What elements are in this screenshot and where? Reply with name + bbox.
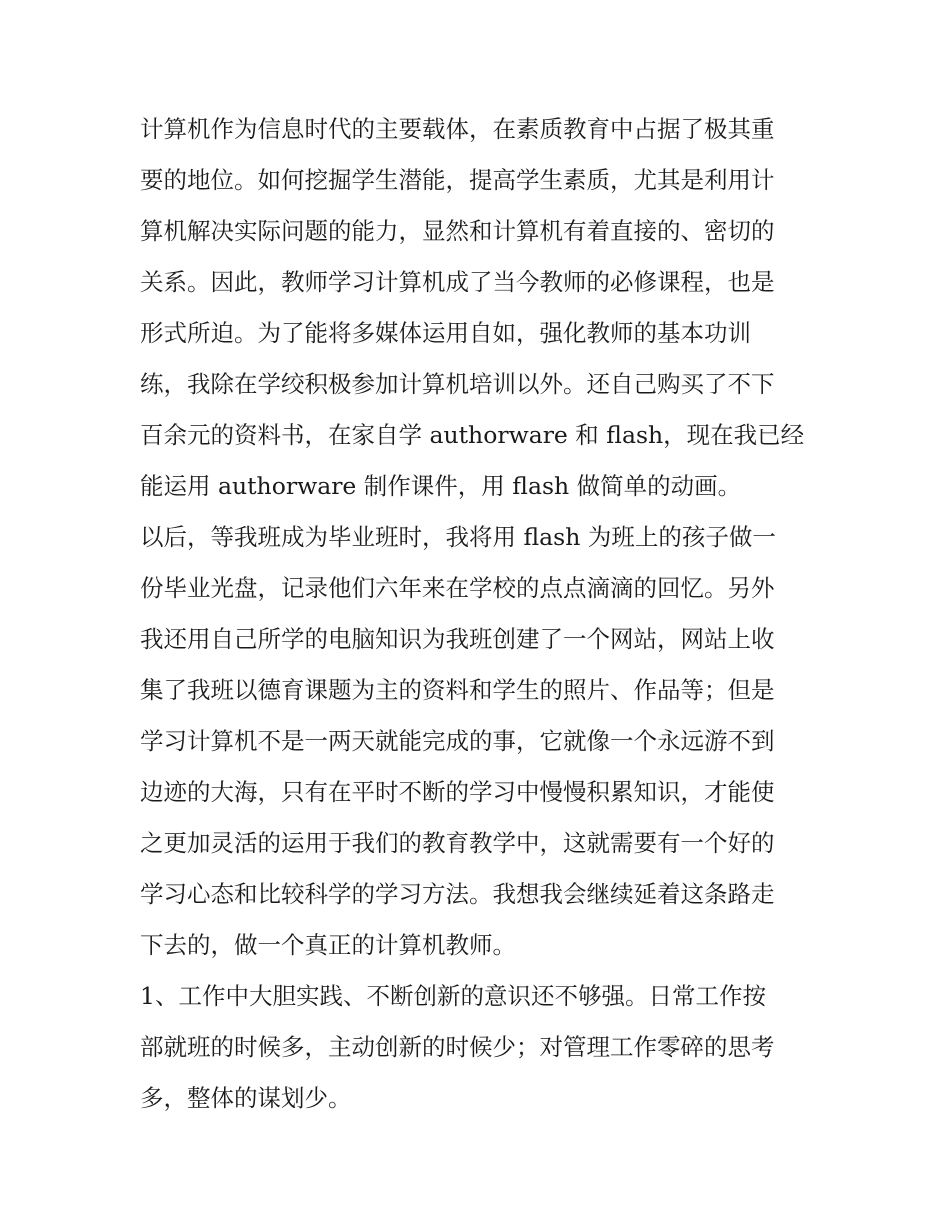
text-line: 部就班的时候多，主动创新的时候少；对管理工作零碎的思考 [140, 1033, 775, 1061]
text-line: 计算机作为信息时代的主要载体，在素质教育中占据了极其重 [140, 115, 775, 143]
paragraph-shortcomings [140, 971, 812, 1124]
text-line: 要的地位。如何挖掘学生潜能，提高学生素质，尤其是利用计 [140, 166, 775, 194]
text-line: 关系。因此，教师学习计算机成了当今教师的必修课程，也是 [140, 268, 775, 296]
document-page [140, 104, 812, 1124]
text-line: 学习心态和比较科学的学习方法。我想我会继续延着这条路走 [140, 880, 775, 908]
text-line: 集了我班以德育课题为主的资料和学生的照片、作品等；但是 [140, 676, 775, 704]
paragraph-computer-role [140, 104, 812, 512]
text-line: 边迹的大海，只有在平时不断的学习中慢慢积累知识，才能使 [140, 778, 775, 806]
text-line: 练，我除在学绞积极参加计算机培训以外。还自己购买了不下 [140, 370, 775, 398]
text-line: 份毕业光盘，记录他们六年来在学校的点点滴滴的回忆。另外 [140, 574, 775, 602]
text-line: 百余元的资料书，在家自学 authorware 和 flash，现在我已经 [140, 421, 805, 449]
text-line: 学习计算机不是一两天就能完成的事，它就像一个永远游不到 [140, 727, 775, 755]
text-line: 多，整体的谋划少。 [140, 1084, 352, 1112]
paragraph-future-plans [140, 512, 812, 971]
text-line: 算机解决实际问题的能力，显然和计算机有着直接的、密切的 [140, 217, 775, 245]
text-line: 以后，等我班成为毕业班时，我将用 flash 为班上的孩子做一 [140, 523, 776, 551]
text-line: 形式所迫。为了能将多媒体运用自如，强化教师的基本功训 [140, 319, 751, 347]
text-line: 下去的，做一个真正的计算机教师。 [140, 931, 516, 959]
text-line: 1、工作中大胆实践、不断创新的意识还不够强。日常工作按 [140, 982, 766, 1010]
text-line: 我还用自己所学的电脑知识为我班创建了一个网站，网站上收 [140, 625, 775, 653]
text-line: 之更加灵活的运用于我们的教育教学中，这就需要有一个好的 [140, 829, 775, 857]
text-line: 能运用 authorware 制作课件，用 flash 做简单的动画。 [140, 472, 742, 500]
